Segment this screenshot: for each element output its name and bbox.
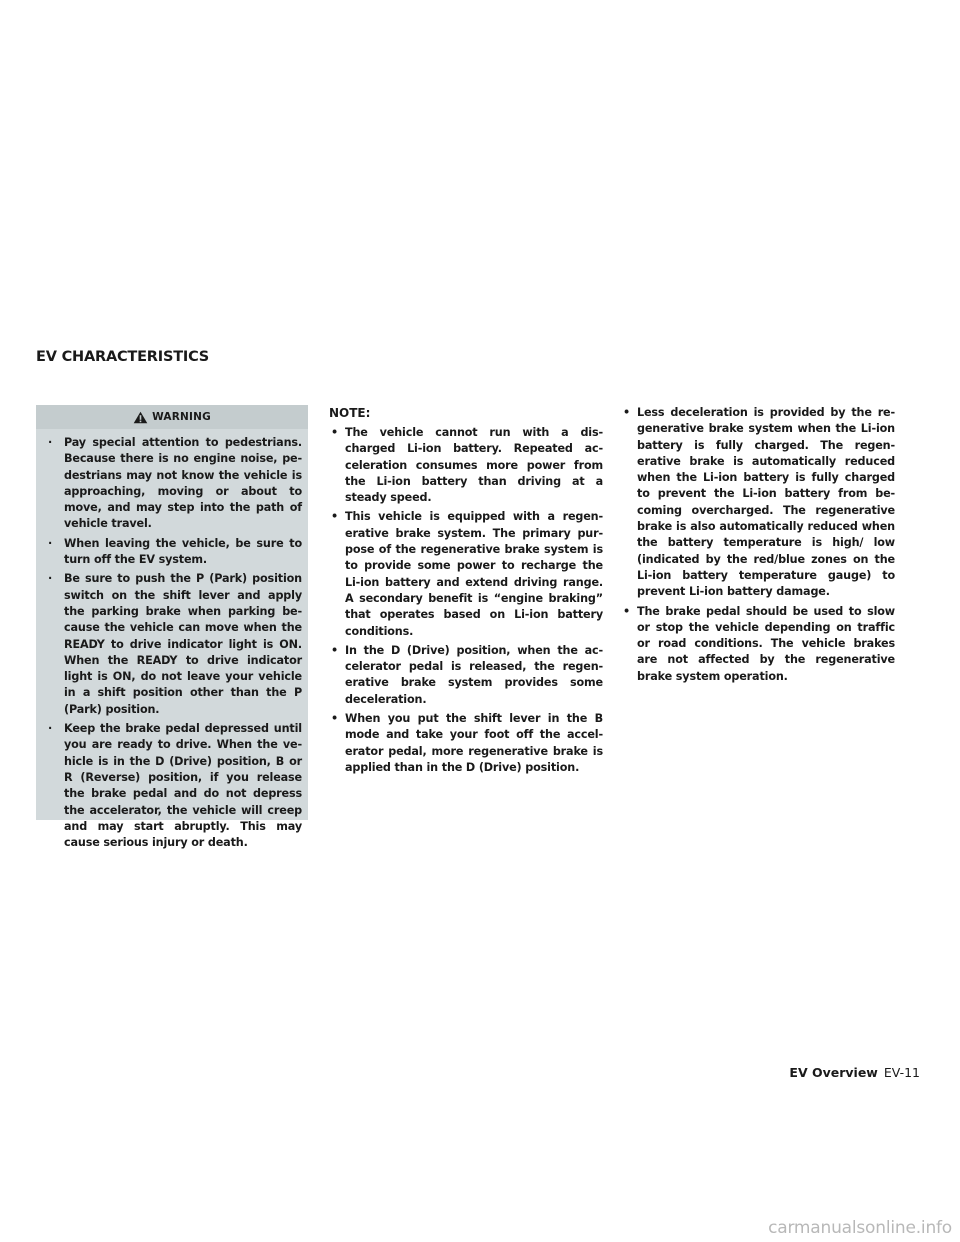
- list-item-text: Less deceleration is provided by the re-generative brake system when the Li-ion battery is fully charged. The regen-erative brake is automatically reduced when the Li-ion battery is fully charged to prevent the Li-ion battery from be-coming overcharged. The regenerative brake is also automatically reduced when the battery temperature is high/ low (indicated by the red/blue zones on the Li-ion battery temperature gauge) to prevent Li-ion battery damage.: [637, 406, 895, 599]
- warning-box: [36, 405, 308, 850]
- bullet-mark: ·: [48, 722, 53, 736]
- warning-header: [36, 405, 308, 429]
- list-item-text: This vehicle is equipped with a regen-erative brake system. The primary pur-pose of the regenerative brake system is to provide some power to recharge the Li-ion battery and extend driving range. A secondary benefit is “engine braking” that operates based on Li-ion battery conditions.: [345, 510, 603, 638]
- bullet-mark: •: [331, 643, 339, 657]
- list-item: [329, 711, 603, 776]
- bullet-mark: •: [623, 406, 631, 419]
- bullet-mark: •: [331, 510, 339, 524]
- watermark: carmanualsonline.info: [768, 1218, 952, 1238]
- footer-section-name: EV Overview: [789, 1065, 878, 1080]
- bullet-mark: •: [331, 426, 339, 439]
- note-column-left: [329, 405, 603, 779]
- bullet-mark: ·: [48, 436, 53, 449]
- warning-triangle-icon: [133, 411, 148, 424]
- list-item: [46, 435, 302, 533]
- note-label: NOTE:: [329, 406, 371, 420]
- page-footer: [789, 1065, 920, 1080]
- warning-label: WARNING: [152, 411, 211, 423]
- bullet-mark: ·: [48, 572, 53, 586]
- list-item: [621, 604, 895, 685]
- list-item: [329, 425, 603, 506]
- bullet-mark: •: [331, 712, 339, 726]
- section-title: EV CHARACTERISTICS: [36, 349, 210, 365]
- list-item-text: In the D (Drive) position, when the ac-celerator pedal is released, the regen-erative brake system provides some deceleration.: [345, 643, 603, 706]
- list-item: [46, 571, 302, 718]
- list-item: [46, 536, 302, 569]
- note-list-right: [621, 405, 895, 685]
- page-number: EV-11: [883, 1065, 920, 1080]
- bullet-mark: ·: [48, 536, 53, 550]
- list-item-text: The vehicle cannot run with a dis-charged Li-ion battery. Repeated ac-celeration consumes more power from the Li-ion battery than driving at a steady speed.: [345, 426, 603, 505]
- list-item-text: Pay special attention to pedestrians. Because there is no engine noise, pe-destrians may not know the vehicle is approaching, moving or about to move, and may step into the path of vehicle travel.: [64, 436, 302, 531]
- warning-list: [46, 435, 302, 854]
- list-item-text: When you put the shift lever in the B mode and take your foot off the accel-erator pedal, more regenerative brake is applied than in the D (Drive) position.: [345, 712, 603, 774]
- list-item-text: Be sure to push the P (Park) position switch on the shift lever and apply the parking brake when parking be-cause the vehicle can move when the READY to drive indicator light is ON. When the READY to drive indicator light is ON, do not leave your vehicle in a shift position other than the P (Park) position.: [64, 572, 302, 716]
- list-item: [621, 405, 895, 601]
- list-item: [46, 721, 302, 851]
- list-item: [329, 643, 603, 708]
- note-column-right: [621, 405, 895, 688]
- list-item: [329, 509, 603, 639]
- list-item-text: Keep the brake pedal depressed until you are ready to drive. When the ve-hicle is in the D (Drive) position, B or R (Reverse) position, if you release the brake pedal and do not depress the accelerator, the vehicle will creep and may start abruptly. This may cause serious injury or death.: [64, 722, 302, 850]
- note-list-left: [329, 425, 603, 776]
- bullet-mark: •: [623, 604, 631, 618]
- list-item-text: The brake pedal should be used to slow or stop the vehicle depending on traffic or road conditions. The vehicle brakes are not affected by the regenerative brake system operation.: [637, 604, 895, 683]
- list-item-text: When leaving the vehicle, be sure to turn off the EV system.: [64, 536, 302, 567]
